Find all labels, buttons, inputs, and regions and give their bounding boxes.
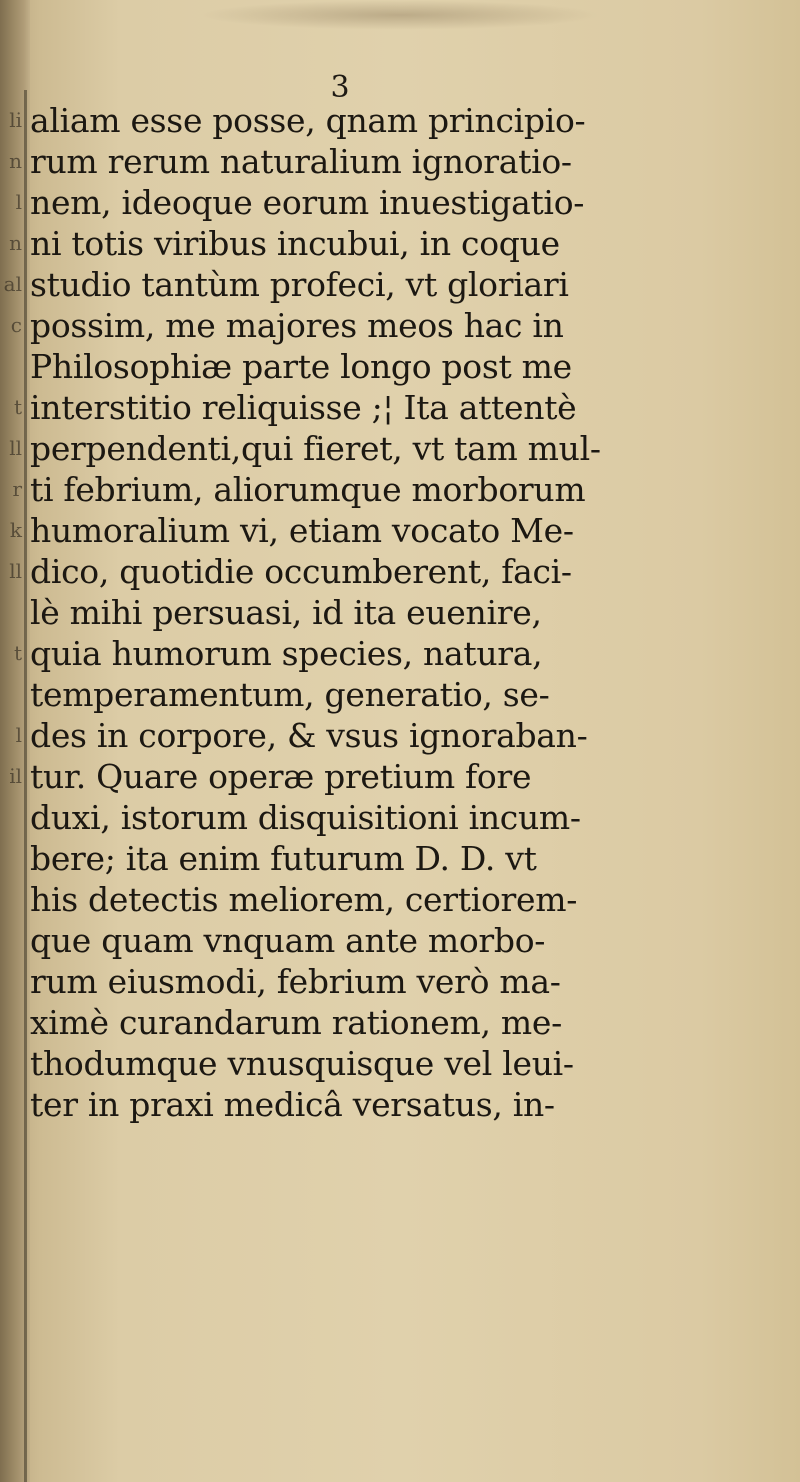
bleed-fragment bbox=[0, 920, 22, 961]
bleed-fragment: l bbox=[15, 190, 22, 214]
bleed-fragment: t bbox=[13, 395, 22, 419]
text-line: ti febrium, aliorumque morborum bbox=[30, 470, 586, 509]
bleed-fragment bbox=[0, 838, 22, 879]
text-line: thodumque vnusquisque vel leui- bbox=[30, 1044, 574, 1083]
text-line: duxi, istorum disquisitioni incum- bbox=[30, 798, 581, 837]
bleed-fragment: n bbox=[9, 149, 22, 173]
bleed-fragment: n bbox=[9, 231, 22, 255]
text-line: Philosophiæ parte longo post me bbox=[30, 347, 572, 386]
text-line: humoralium vi, etiam vocato Me- bbox=[30, 511, 574, 550]
bleed-fragment: ll bbox=[9, 436, 22, 460]
text-line: rum eiusmodi, febrium verò ma- bbox=[30, 962, 561, 1001]
text-line: bere; ita enim futurum D. D. vt bbox=[30, 839, 537, 878]
text-line: perpendenti,qui fieret, vt tam mul- bbox=[30, 429, 601, 468]
bleed-fragment bbox=[0, 961, 22, 1002]
text-line: quia humorum species, natura, bbox=[30, 634, 543, 673]
text-line: dico, quotidie occumberent, faci- bbox=[30, 552, 572, 591]
text-line: ximè curandarum rationem, me- bbox=[30, 1003, 562, 1042]
bleed-fragment: ll bbox=[9, 559, 22, 583]
bleed-fragment bbox=[0, 797, 22, 838]
margin-bleed-through bbox=[0, 100, 24, 1125]
text-line: studio tantùm profeci, vt gloriari bbox=[30, 265, 569, 304]
bleed-fragment bbox=[0, 592, 22, 633]
bleed-fragment bbox=[0, 1002, 22, 1043]
bleed-fragment: l bbox=[15, 723, 22, 747]
text-line: ni totis viribus incubui, in coque bbox=[30, 224, 560, 263]
gutter-edge-line bbox=[24, 90, 27, 1482]
bleed-fragment bbox=[0, 1043, 22, 1084]
text-line: possim, me majores meos hac in bbox=[30, 306, 564, 345]
bleed-fragment: li bbox=[9, 108, 22, 132]
bleed-fragment bbox=[0, 1084, 22, 1125]
bleed-fragment: r bbox=[12, 477, 22, 501]
bleed-fragment: il bbox=[9, 764, 22, 788]
text-line: temperamentum, generatio, se- bbox=[30, 675, 550, 714]
text-line: lè mihi persuasi, id ita euenire, bbox=[30, 593, 542, 632]
bleed-fragment: k bbox=[9, 518, 22, 542]
text-line: des in corpore, & vsus ignoraban- bbox=[30, 716, 588, 755]
page-stain bbox=[200, 0, 600, 30]
page-number: 3 bbox=[330, 70, 350, 105]
body-text bbox=[30, 100, 730, 1125]
text-line: aliam esse posse, qnam principio- bbox=[30, 101, 586, 140]
text-line: interstitio reliquisse ;¦ Ita attentè bbox=[30, 388, 577, 427]
text-line: his detectis meliorem, certiorem- bbox=[30, 880, 578, 919]
bleed-fragment: t bbox=[13, 641, 22, 665]
text-line: tur. Quare operæ pretium fore bbox=[30, 757, 532, 796]
bleed-fragment: al bbox=[3, 272, 22, 296]
bleed-fragment bbox=[0, 346, 22, 387]
bleed-fragment bbox=[0, 674, 22, 715]
bleed-fragment bbox=[0, 879, 22, 920]
text-line: ter in praxi medicâ versatus, in- bbox=[30, 1085, 555, 1124]
bleed-fragment: c bbox=[10, 313, 22, 337]
text-line: que quam vnquam ante morbo- bbox=[30, 921, 546, 960]
text-line: nem, ideoque eorum inuestigatio- bbox=[30, 183, 585, 222]
text-line: rum rerum naturalium ignoratio- bbox=[30, 142, 572, 181]
